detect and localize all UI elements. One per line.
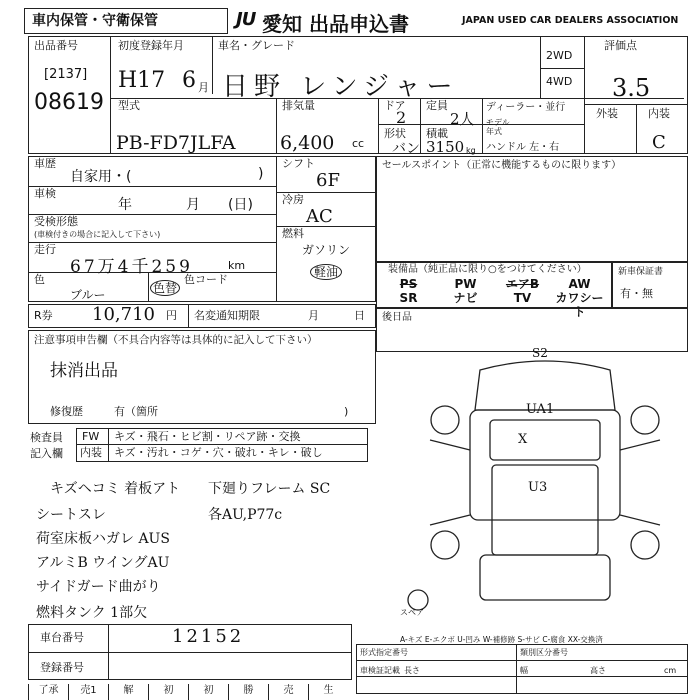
displacement-unit: cc <box>352 137 365 150</box>
int-label: 内装 <box>648 107 670 120</box>
capacity-value: 2人 <box>450 110 475 128</box>
int-grade: C <box>652 132 666 153</box>
recycle-unit: 円 <box>166 309 177 322</box>
equipment-item: TV <box>513 291 532 305</box>
load-value: 3150 <box>426 138 465 156</box>
reg-year: H17 <box>118 68 166 93</box>
inspector-label: 検査員 <box>30 431 63 444</box>
bottom-stamp-cell: 勝 <box>228 684 268 700</box>
width-label: 幅 <box>520 666 528 675</box>
damage-legend: A-キズ E-エクボ U-凹み W-補修跡 S-サビ C-腐食 XX-交換済 <box>400 635 603 644</box>
notes-handwritten: 抹消出品 <box>50 361 118 381</box>
wheel-fl <box>431 406 459 434</box>
drive-2wd: 2WD <box>546 49 573 62</box>
spare-wheel <box>408 590 428 610</box>
type-label: 型式 <box>118 99 140 112</box>
recycle-value: 10,710 <box>92 304 155 325</box>
dims-label: 車検証記載 <box>360 666 400 675</box>
fw-label: FW <box>82 430 100 443</box>
fuel-label: 燃料 <box>282 227 304 240</box>
remark-8: 各AU,P77c <box>208 507 283 523</box>
chassis-label: 車台番号 <box>40 631 84 644</box>
model-year-label: モデル年式 <box>486 118 510 136</box>
fuel-value: ガソリン <box>302 243 351 257</box>
color-value: ブルー <box>70 288 106 302</box>
cert-label-2: 類別区分番号 <box>520 648 568 657</box>
bottom-stamp-row <box>28 684 348 700</box>
chassis-value: 12152 <box>172 626 245 647</box>
ju-logo: JU <box>236 9 256 30</box>
displacement-label: 排気量 <box>282 99 315 112</box>
bottom-stamp-cell: 生 <box>308 684 348 700</box>
fw-text: キズ・飛石・ヒビ割・リペア跡・交換 <box>114 430 301 443</box>
wheel-fr <box>631 406 659 434</box>
bottom-stamp-cell: 売 <box>268 684 308 700</box>
diagram-label-u3: U3 <box>528 480 548 495</box>
aircon-value: AC <box>306 206 333 227</box>
reg-month-unit: 月 <box>198 81 209 94</box>
mileage-value: 67万4千259 <box>70 257 193 277</box>
handle-label: ハンドル 左・右 <box>486 142 560 153</box>
score-value: 3.5 <box>612 74 651 102</box>
drive-4wd: 4WD <box>546 75 573 88</box>
repair-value: 有（箇所 <box>114 405 158 418</box>
wheel-rl <box>431 531 459 559</box>
notice-label: 名変通知期限 <box>194 309 260 322</box>
aircon-label: 冷房 <box>282 193 304 206</box>
mileage-unit: km <box>228 259 246 272</box>
form-title: 愛知 出品申込書 <box>262 12 409 36</box>
new-car-label: 新車保証書 <box>618 267 664 277</box>
bottom-stamp-cell: 初 <box>148 684 188 700</box>
interior-label: 内装 <box>80 446 102 459</box>
model-name: 日野 レンジャー <box>222 72 459 102</box>
remark-6: 燃料タンク 1部欠 <box>36 605 148 621</box>
equipment-item: PW <box>454 277 477 291</box>
score-label: 評価点 <box>604 39 637 52</box>
association-name: JAPAN USED CAR DEALERS ASSOCIATION <box>462 15 679 26</box>
windshield <box>490 420 600 460</box>
cm-unit: cm <box>664 666 677 675</box>
remark-3: 荷室床板ハガレ AUS <box>36 531 170 547</box>
history-close: ) <box>258 166 264 182</box>
remark-4: アルミB ウイングAU <box>36 555 170 571</box>
load-unit: kg <box>466 146 476 155</box>
repair-close: ) <box>344 405 349 418</box>
height-label: 高さ <box>590 666 606 675</box>
dealer-label: ディーラー・並行 <box>486 102 566 113</box>
history-label: 車歴 <box>34 157 56 170</box>
repair-label: 修復歴 <box>50 405 83 418</box>
displacement-value: 6,400 <box>280 132 335 154</box>
lot-label: 出品番号 <box>34 39 78 52</box>
color-code-label: 色コード <box>184 273 228 286</box>
length-label: 長さ <box>404 666 420 675</box>
remark-5: サイドガード曲がり <box>36 579 161 595</box>
shift-label: シフト <box>282 157 315 170</box>
remark-2: シートスレ <box>36 507 106 523</box>
bottom-stamp-cell: 初 <box>188 684 228 700</box>
model-label: 車名・グレード <box>218 39 295 52</box>
inspection-month: 月 <box>186 197 200 213</box>
equipment-item: AW <box>568 277 591 291</box>
remark-1: キズヘコミ 着板アト <box>50 481 181 497</box>
bottom-stamp-cell: 売1 <box>68 684 108 700</box>
notes-title: 注意事項申告欄（不具合内容等は具体的に記入して下さい） <box>34 334 318 346</box>
color-change: 色替 <box>150 280 180 296</box>
notice-day: 日 <box>354 309 365 322</box>
remark-7: 下廻りフレーム SC <box>208 481 331 497</box>
interior-text: キズ・汚れ・コゲ・穴・破れ・キレ・破し <box>114 446 323 459</box>
equipment-item: SR <box>399 291 418 305</box>
notice-month: 月 <box>308 309 319 322</box>
equipment-item: PS <box>399 277 418 291</box>
reg-year-label: 初度登録年月 <box>118 39 184 52</box>
fuel-alt: 軽油 <box>310 264 342 280</box>
bottom-stamp-cell: 了承 <box>28 684 68 700</box>
reg-number-label: 登録番号 <box>40 661 84 674</box>
storage-label: 車内保管・守衛保管 <box>32 13 158 29</box>
lot-number: 08619 <box>34 90 104 115</box>
doors-label: ドア <box>384 99 406 112</box>
shape-label: 形状 <box>384 127 406 140</box>
capacity-label: 定員 <box>426 99 448 112</box>
equipment-item: カワシート <box>555 291 604 319</box>
cert-label: 形式指定番号 <box>360 648 408 657</box>
recycle-label: R券 <box>34 309 53 322</box>
inspection-day: (日) <box>228 197 253 213</box>
ext-label: 外装 <box>596 107 618 120</box>
history-value: 自家用・( <box>70 169 132 185</box>
rear-outline <box>480 555 610 600</box>
diagram-label-s2: S2 <box>532 346 548 360</box>
equipment-label: 装備品（純正品に限り○をつけてください） <box>388 264 587 275</box>
cabin <box>492 465 598 555</box>
equipment-item: ナビ <box>453 291 478 305</box>
inspection-label: 車検 <box>34 187 56 200</box>
new-car-value: 有・無 <box>620 287 653 300</box>
inspection-year: 年 <box>118 197 132 213</box>
type-value: PB-FD7JLFA <box>116 132 236 154</box>
shift-value: 6F <box>316 170 340 191</box>
receipt-label: 受検形態 <box>34 215 78 228</box>
doors-value: 2 <box>396 108 407 127</box>
color-label: 色 <box>34 273 45 286</box>
diagram-label-x: X <box>518 432 528 447</box>
reg-month: 6 <box>182 68 196 93</box>
mileage-label: 走行 <box>34 243 56 256</box>
load-label: 積載 <box>426 127 448 140</box>
bottom-stamp-cell: 解 <box>108 684 148 700</box>
record-label: 記入欄 <box>30 447 63 460</box>
equipment-item: エアB <box>505 277 540 291</box>
receipt-note: (車検付きの場合に記入して下さい) <box>34 230 161 239</box>
spare-label: スペア <box>400 608 424 617</box>
later-label: 後日品 <box>382 312 412 323</box>
lot-sub: [2137] <box>44 67 88 82</box>
wheel-rr <box>631 531 659 559</box>
diagram-label-ua1: UA1 <box>526 402 555 417</box>
shape-value: バン <box>392 141 420 157</box>
selling-label: セールスポイント（正常に機能するものに限ります） <box>382 160 622 171</box>
